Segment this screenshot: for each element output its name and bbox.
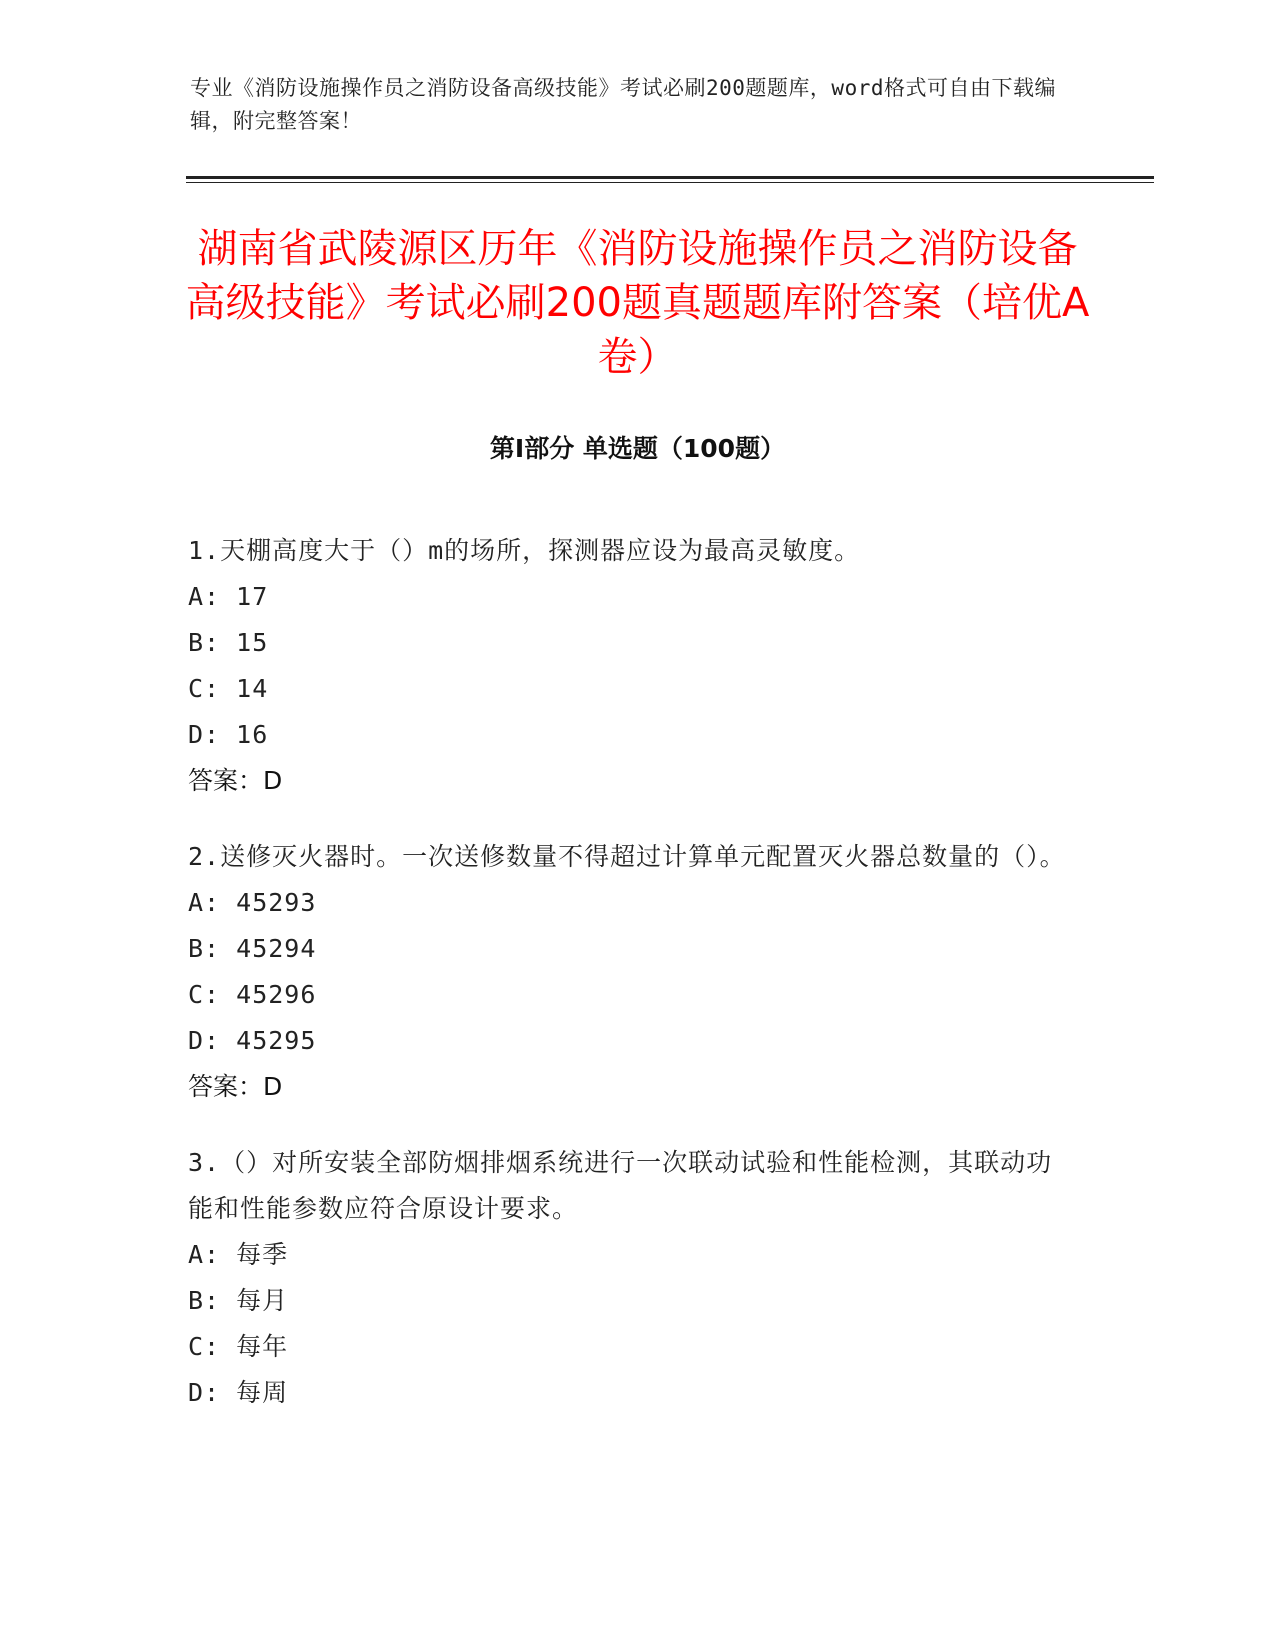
answer-line: 答案：D bbox=[188, 766, 283, 795]
option-b: B: 15 bbox=[188, 628, 269, 657]
question-1 bbox=[188, 528, 1068, 804]
question-3 bbox=[188, 1140, 1068, 1416]
question-stem: 1.天棚高度大于（）m的场所，探测器应设为最高灵敏度。 bbox=[188, 536, 861, 565]
question-list bbox=[188, 528, 1068, 1446]
header-note: 专业《消防设施操作员之消防设备高级技能》考试必刷200题题库，word格式可自由下载编辑，附完整答案！ bbox=[190, 76, 1056, 133]
option-a: A: 每季 bbox=[188, 1240, 289, 1269]
option-c: C: 14 bbox=[188, 674, 269, 703]
option-b: B: 每月 bbox=[188, 1286, 289, 1315]
section-heading: 第Ⅰ部分 单选题（100题） bbox=[489, 434, 786, 463]
header-divider-thin bbox=[186, 182, 1154, 183]
option-a: A: 17 bbox=[188, 582, 269, 611]
answer-line: 答案：D bbox=[188, 1072, 283, 1101]
header-divider-thick bbox=[186, 176, 1154, 179]
option-d: D: 16 bbox=[188, 720, 269, 749]
option-b: B: 45294 bbox=[188, 934, 317, 963]
option-c: C: 45296 bbox=[188, 980, 317, 1009]
question-2 bbox=[188, 834, 1068, 1110]
option-a: A: 45293 bbox=[188, 888, 317, 917]
document-title: 湖南省武陵源区历年《消防设施操作员之消防设备高级技能》考试必刷200题真题题库附答案（培优A卷） bbox=[185, 226, 1090, 380]
question-stem: 3.（）对所安装全部防烟排烟系统进行一次联动试验和性能检测，其联动功能和性能参数应符合原设计要求。 bbox=[188, 1148, 1053, 1223]
question-stem: 2.送修灭火器时。一次送修数量不得超过计算单元配置灭火器总数量的（）。 bbox=[188, 842, 1066, 871]
option-d: D: 每周 bbox=[188, 1378, 289, 1407]
option-c: C: 每年 bbox=[188, 1332, 289, 1361]
option-d: D: 45295 bbox=[188, 1026, 317, 1055]
